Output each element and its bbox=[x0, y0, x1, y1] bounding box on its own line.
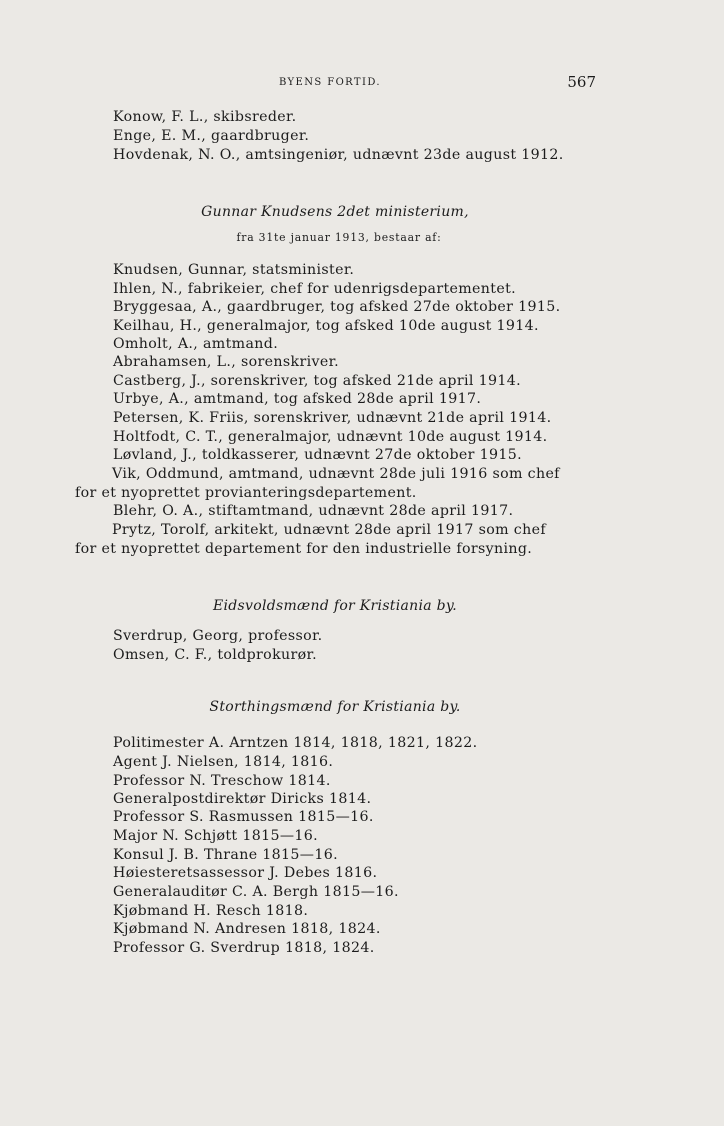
list-item: Urbye, A., amtmand, tog afsked 28de april 1917. bbox=[113, 391, 482, 407]
page-number: 567 bbox=[567, 73, 596, 91]
list-item: Ihlen, N., fabrikeier, chef for udenrigsdepartementet. bbox=[113, 281, 516, 297]
list-item: Sverdrup, Georg, professor. bbox=[113, 628, 323, 644]
running-head bbox=[0, 73, 724, 93]
list-item: Politimester A. Arntzen 1814, 1818, 1821, 1822. bbox=[113, 735, 478, 751]
list-item: Høiesteretsassessor J. Debes 1816. bbox=[113, 865, 378, 881]
list-item: Konsul J. B. Thrane 1815—16. bbox=[113, 847, 338, 863]
list-item: Konow, F. L., skibsreder. bbox=[113, 109, 297, 125]
ministry-subheading: fra 31te januar 1913, bestaar af: bbox=[236, 231, 442, 244]
list-item: Kjøbmand H. Resch 1818. bbox=[113, 903, 309, 919]
list-item: Vik, Oddmund, amtmand, udnævnt 28de juli 1916 som chef bbox=[112, 466, 560, 482]
running-title: BYENS FORTID. bbox=[278, 77, 381, 88]
list-item-continuation: for et nyoprettet departement for den industrielle forsyning. bbox=[75, 541, 533, 557]
ministry-heading: Gunnar Knudsens 2det ministerium, bbox=[201, 204, 469, 220]
eidsvold-heading: Eidsvoldsmænd for Kristiania by. bbox=[212, 598, 458, 614]
list-item: Holtfodt, C. T., generalmajor, udnævnt 10de august 1914. bbox=[113, 429, 548, 445]
list-item: Professor N. Treschow 1814. bbox=[113, 773, 331, 789]
list-item: Major N. Schjøtt 1815—16. bbox=[113, 828, 319, 844]
list-item: Professor G. Sverdrup 1818, 1824. bbox=[113, 940, 375, 956]
list-item: Hovdenak, N. O., amtsingeniør, udnævnt 23de august 1912. bbox=[113, 147, 564, 163]
list-item: Professor S. Rasmussen 1815—16. bbox=[113, 809, 374, 825]
list-item: Omsen, C. F., toldprokurør. bbox=[113, 647, 317, 663]
list-item: Løvland, J., toldkasserer, udnævnt 27de oktober 1915. bbox=[113, 447, 523, 463]
list-item: Kjøbmand N. Andresen 1818, 1824. bbox=[113, 921, 381, 937]
list-item: Agent J. Nielsen, 1814, 1816. bbox=[113, 754, 334, 770]
list-item: Omholt, A., amtmand. bbox=[113, 336, 279, 352]
list-item: Blehr, O. A., stiftamtmand, udnævnt 28de april 1917. bbox=[113, 503, 514, 519]
list-item: Bryggesaa, A., gaardbruger, tog afsked 27de oktober 1915. bbox=[113, 299, 561, 315]
list-item: Castberg, J., sorenskriver, tog afsked 21de april 1914. bbox=[113, 373, 521, 389]
list-item: Abrahamsen, L., sorenskriver. bbox=[113, 354, 340, 370]
list-item: Prytz, Torolf, arkitekt, udnævnt 28de april 1917 som chef bbox=[112, 522, 546, 538]
list-item: Enge, E. M., gaardbruger. bbox=[113, 128, 310, 144]
list-item-continuation: for et nyoprettet provianteringsdepartement. bbox=[75, 485, 417, 501]
list-item: Generalpostdirektør Diricks 1814. bbox=[113, 791, 372, 807]
list-item: Petersen, K. Friis, sorenskriver, udnævnt 21de april 1914. bbox=[113, 410, 552, 426]
storting-heading: Storthingsmænd for Kristiania by. bbox=[209, 699, 461, 715]
list-item: Keilhau, H., generalmajor, tog afsked 10de august 1914. bbox=[113, 318, 539, 334]
list-item: Generalauditør C. A. Bergh 1815—16. bbox=[113, 884, 399, 900]
list-item: Knudsen, Gunnar, statsminister. bbox=[113, 262, 355, 278]
